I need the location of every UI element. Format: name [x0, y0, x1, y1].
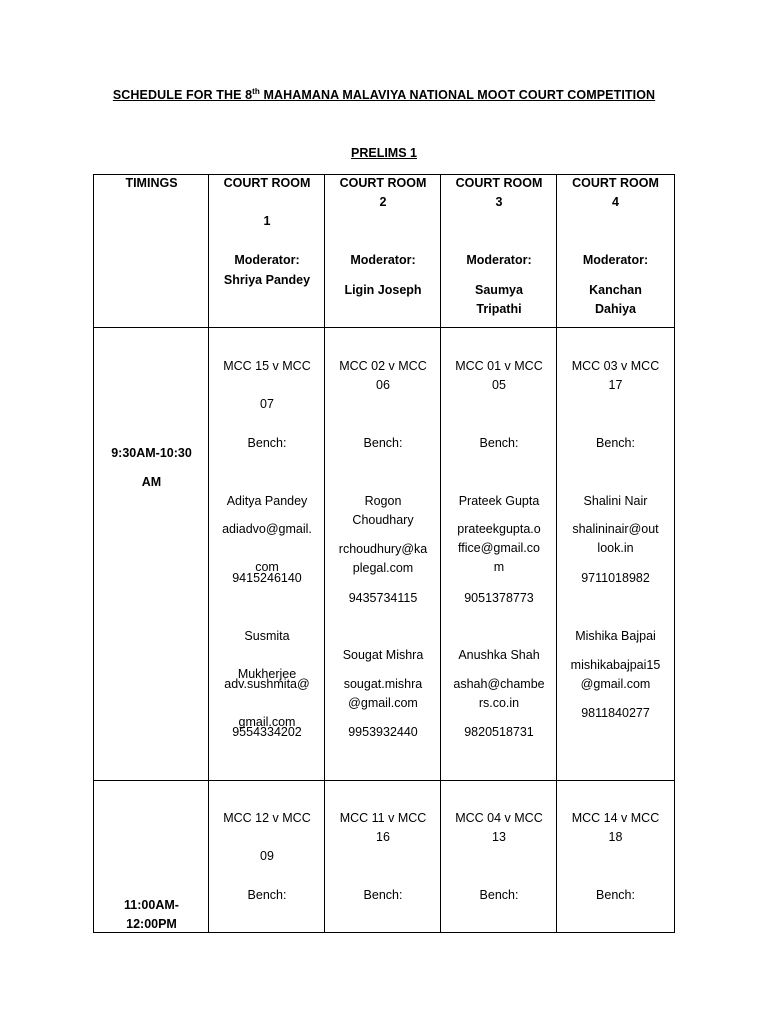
judge-phone: 9415246140	[232, 571, 302, 585]
judge-phone: 9554334202	[232, 725, 302, 739]
judge-name: Shalini Nair	[583, 494, 648, 508]
judge-email: sougat.mishra @gmail.com	[343, 677, 423, 710]
court-room-1-header: COURT ROOM 1	[223, 176, 311, 228]
bench-label: Bench:	[596, 888, 635, 902]
match-pairing: MCC 11 v MCC 16	[339, 811, 427, 844]
slot-time: 9:30AM-10:30 AM	[111, 446, 192, 489]
judge-email: shalininair@out look.in	[572, 522, 659, 555]
judge-phone: 9811840277	[581, 706, 650, 720]
judge-email: ashah@chambe rs.co.in	[453, 677, 545, 710]
bench-label: Bench:	[596, 436, 635, 450]
moderator-label: Moderator:	[466, 253, 532, 267]
table-column-divider	[324, 174, 325, 933]
court-room-3-header: COURT ROOM 3	[455, 176, 543, 209]
slot-time: 11:00AM- 12:00PM	[124, 898, 179, 931]
judge-name: Rogon Choudhary	[352, 494, 414, 527]
match-pairing: MCC 03 v MCC 17	[571, 359, 660, 392]
moderator-label: Moderator:	[350, 253, 416, 267]
bench-label: Bench:	[479, 436, 519, 450]
judge-phone: 9051378773	[464, 591, 534, 605]
judge-email: adv.sushmita@ gmail.com	[224, 677, 310, 729]
moderator-label: Moderator:	[582, 253, 649, 267]
match-pairing: MCC 15 v MCC 07	[223, 359, 311, 411]
judge-email: adiadvo@gmail. com	[222, 522, 312, 574]
bench-label: Bench:	[479, 888, 519, 902]
timings-header: TIMINGS	[125, 176, 178, 190]
moderator-name: Ligin Joseph	[344, 283, 422, 297]
judge-phone: 9711018982	[581, 571, 650, 585]
judge-name: Aditya Pandey	[226, 494, 308, 508]
judge-phone: 9820518731	[464, 725, 534, 739]
round-title: PRELIMS 1	[351, 146, 417, 160]
table-border-right	[674, 174, 675, 933]
match-pairing: MCC 04 v MCC 13	[455, 811, 543, 844]
table-column-divider	[556, 174, 557, 933]
judge-name: Prateek Gupta	[458, 494, 540, 508]
judge-name: Anushka Shah	[458, 648, 540, 662]
table-row-divider	[93, 780, 675, 781]
court-room-2-header: COURT ROOM 2	[339, 176, 427, 209]
table-column-divider	[208, 174, 209, 933]
match-pairing: MCC 02 v MCC 06	[339, 359, 427, 392]
document-title: SCHEDULE FOR THE 8th MAHAMANA MALAVIYA NATIONAL MOOT COURT COMPETITION	[112, 87, 656, 103]
judge-name: Sougat Mishra	[342, 648, 424, 662]
table-row-divider	[93, 327, 675, 328]
match-pairing: MCC 12 v MCC 09	[223, 811, 311, 863]
moderator-name: Saumya Tripathi	[475, 283, 523, 316]
bench-label: Bench:	[363, 888, 403, 902]
moderator-label: Moderator:	[234, 253, 300, 267]
judge-email: prateekgupta.o ffice@gmail.co m	[457, 522, 541, 574]
bench-label: Bench:	[247, 888, 287, 902]
moderator-name: Shriya Pandey	[223, 273, 311, 287]
judge-name: Susmita Mukherjee	[237, 629, 297, 681]
table-column-divider	[440, 174, 441, 933]
judge-email: mishikabajpai15 @gmail.com	[570, 658, 661, 691]
judge-phone: 9435734115	[348, 591, 418, 605]
judge-name: Mishika Bajpai	[575, 629, 656, 643]
table-border-left	[93, 174, 94, 933]
bench-label: Bench:	[363, 436, 403, 450]
judge-phone: 9953932440	[348, 725, 418, 739]
court-room-4-header: COURT ROOM 4	[572, 176, 659, 209]
match-pairing: MCC 01 v MCC 05	[455, 359, 543, 392]
match-pairing: MCC 14 v MCC 18	[571, 811, 660, 844]
judge-email: rchoudhury@ka plegal.com	[338, 542, 428, 575]
bench-label: Bench:	[247, 436, 287, 450]
moderator-name: Kanchan Dahiya	[589, 283, 642, 316]
